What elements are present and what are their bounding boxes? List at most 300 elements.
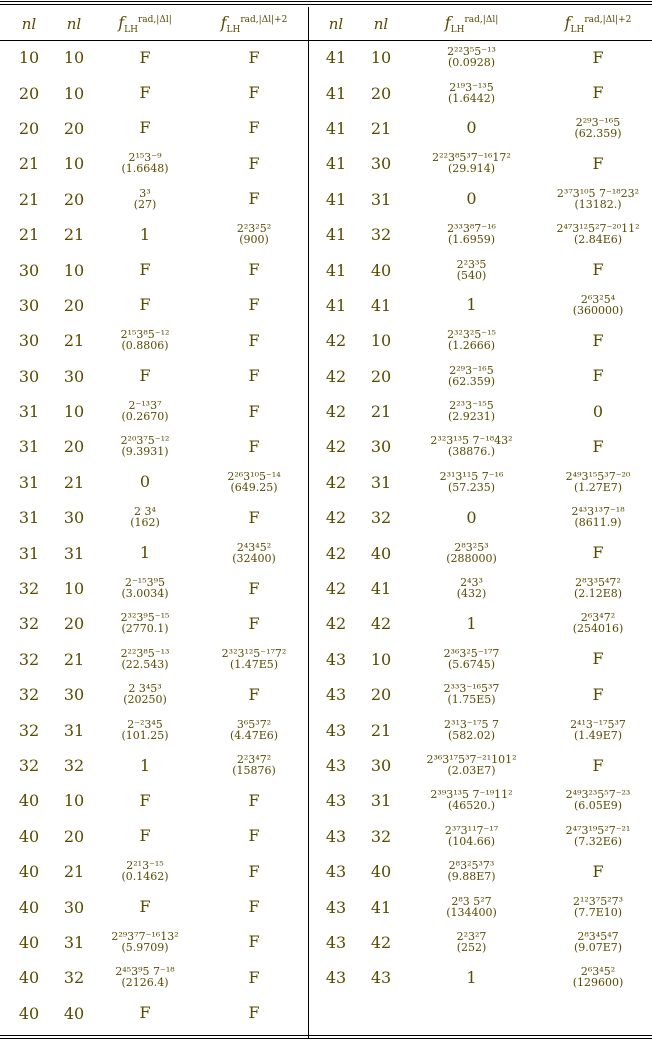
header-nl-2: nl xyxy=(373,15,389,33)
cell-nl-2: 20 xyxy=(63,614,85,634)
value-numeric: (162) xyxy=(130,516,160,530)
cell-f-rad-plus2 xyxy=(200,182,308,217)
value-text: F xyxy=(248,684,260,704)
cell-f-rad xyxy=(399,960,544,995)
cell-f-rad xyxy=(90,429,200,464)
value-text: F xyxy=(139,1003,151,1023)
value-numeric: (2770.1) xyxy=(121,622,169,636)
value-text: F xyxy=(248,1003,260,1023)
cell-nl-2: 31 xyxy=(370,189,392,209)
cell-f-rad-plus2 xyxy=(544,182,652,217)
value-numeric: (360000) xyxy=(572,303,624,317)
table-row xyxy=(309,783,652,818)
value-text: 1 xyxy=(139,755,151,775)
cell-nl-1: 42 xyxy=(325,366,347,386)
cell-nl-2: 20 xyxy=(63,295,85,315)
value-text: F xyxy=(139,83,151,103)
cell-f-rad xyxy=(90,394,200,429)
cell-nl-1: 43 xyxy=(325,826,347,846)
cell-f-rad xyxy=(399,748,544,783)
value-numeric: (2.03E7) xyxy=(447,764,496,777)
table-row xyxy=(0,465,308,500)
value-expression: 2²⁹3⁷7⁻¹⁶13² xyxy=(111,929,179,943)
table-row xyxy=(0,394,308,429)
cell-nl-2: 20 xyxy=(370,685,392,705)
cell-f-rad-plus2 xyxy=(200,889,308,924)
value-numeric: (62.359) xyxy=(574,126,622,140)
value-text: 1 xyxy=(466,613,477,633)
cell-nl-1: 32 xyxy=(18,579,40,599)
value-numeric: (1.2666) xyxy=(447,339,496,353)
value-numeric: (104.66) xyxy=(447,834,496,848)
value-text: 0 xyxy=(466,507,477,527)
value-text: F xyxy=(248,790,260,810)
table-row xyxy=(309,429,652,464)
cell-f-rad-plus2 xyxy=(200,819,308,854)
cell-nl-1: 32 xyxy=(18,649,40,669)
table-row xyxy=(0,889,308,924)
header-f-rad-plus2: $f_{LH}^{rad,|\Delta l|+2}$ xyxy=(220,13,288,35)
cell-f-rad-plus2 xyxy=(200,288,308,323)
value-text: 0 xyxy=(466,189,477,209)
table-row xyxy=(0,500,308,535)
cell-f-rad-plus2 xyxy=(544,854,652,889)
cell-f-rad-plus2 xyxy=(200,146,308,181)
value-expression: 2⁸3²5³7³ xyxy=(448,859,495,873)
value-numeric: (582.02) xyxy=(447,728,496,742)
value-expression: 2²⁹3⁻¹⁶5 xyxy=(575,115,621,129)
cell-nl-1: 40 xyxy=(18,826,40,846)
cell-f-rad xyxy=(399,146,544,181)
cell-nl-1: 43 xyxy=(325,862,347,882)
value-expression: 2³³3⁸7⁻¹⁶ xyxy=(447,222,496,236)
cell-nl-2: 10 xyxy=(63,402,85,422)
table-row xyxy=(309,889,652,924)
value-text: F xyxy=(248,47,260,67)
cell-nl-1: 31 xyxy=(18,472,40,492)
cell-f-rad-plus2 xyxy=(544,111,652,146)
value-text: F xyxy=(139,295,151,315)
value-numeric: (57.235) xyxy=(447,480,496,494)
value-numeric: (4.47E6) xyxy=(229,728,279,742)
cell-nl-1: 42 xyxy=(325,579,347,599)
cell-nl-2: 10 xyxy=(63,579,85,599)
cell-f-rad-plus2 xyxy=(200,75,308,110)
cell-f-rad-plus2 xyxy=(544,394,652,429)
value-expression: 2³⁷3¹¹7⁻¹⁷ xyxy=(444,823,499,837)
value-expression: 2²²3⁸5³7⁻¹⁶17² xyxy=(432,151,511,165)
table-row xyxy=(0,182,308,217)
value-expression: 2 3⁴5³ xyxy=(128,682,162,696)
value-text: F xyxy=(248,613,260,633)
value-text: F xyxy=(248,967,260,987)
header-nl-1: nl xyxy=(328,15,344,33)
cell-f-rad xyxy=(399,394,544,429)
value-text: F xyxy=(592,684,604,704)
cell-f-rad-plus2 xyxy=(544,642,652,677)
cell-f-rad xyxy=(399,217,544,252)
cell-nl-1: 40 xyxy=(18,932,40,952)
cell-nl-2: 32 xyxy=(370,508,392,528)
cell-f-rad xyxy=(90,146,200,181)
cell-f-rad xyxy=(90,571,200,606)
cell-nl-2: 32 xyxy=(370,826,392,846)
value-numeric: (1.75E5) xyxy=(447,693,496,707)
value-expression: 2⁶3⁴5² xyxy=(580,965,616,979)
cell-f-rad xyxy=(90,783,200,818)
cell-f-rad xyxy=(90,712,200,747)
value-expression: 2⁻²3⁴5 xyxy=(127,717,163,731)
cell-f-rad xyxy=(399,783,544,818)
value-text: F xyxy=(139,790,151,810)
value-numeric: (288000) xyxy=(446,551,497,565)
cell-nl-2: 43 xyxy=(370,968,392,988)
bottom-double-rule-1 xyxy=(0,1035,652,1036)
cell-nl-1: 42 xyxy=(325,543,347,563)
value-text: F xyxy=(248,260,260,280)
cell-f-rad xyxy=(90,960,200,995)
header-nl-1: nl xyxy=(21,15,37,33)
value-expression: 2⁶3⁴7² xyxy=(580,611,616,625)
cell-f-rad-plus2 xyxy=(544,288,652,323)
cell-f-rad-plus2 xyxy=(200,394,308,429)
value-expression: 2²²3⁵5⁻¹³ xyxy=(447,45,496,59)
cell-nl-1: 30 xyxy=(18,260,40,280)
value-expression: 2⁴3⁴5² xyxy=(236,540,272,554)
table-row xyxy=(309,854,652,889)
cell-nl-2: 31 xyxy=(63,932,85,952)
value-numeric: (9.3931) xyxy=(121,445,169,459)
cell-nl-1: 40 xyxy=(18,1003,40,1023)
value-expression: 2¹⁹3⁻¹³5 xyxy=(449,80,494,94)
value-text: F xyxy=(248,932,260,952)
value-text: 1 xyxy=(139,543,151,563)
cell-f-rad xyxy=(399,606,544,641)
cell-f-rad-plus2 xyxy=(200,571,308,606)
cell-nl-1: 43 xyxy=(325,756,347,775)
cell-f-rad xyxy=(90,677,200,712)
table-row xyxy=(0,111,308,146)
table-row xyxy=(0,571,308,606)
cell-f-rad-plus2 xyxy=(544,359,652,394)
cell-f-rad xyxy=(90,111,200,146)
value-expression: 2²3²5² xyxy=(236,222,272,236)
cell-nl-1: 42 xyxy=(325,508,347,528)
table-row xyxy=(309,677,652,712)
cell-f-rad xyxy=(399,889,544,924)
cell-f-rad-plus2 xyxy=(544,606,652,641)
cell-f-rad xyxy=(90,288,200,323)
value-numeric: (252) xyxy=(456,940,487,954)
cell-f-rad-plus2 xyxy=(200,642,308,677)
value-expression: 3³ xyxy=(139,186,151,200)
value-numeric: (38876.) xyxy=(447,445,496,459)
value-expression: 2³²3¹³5 7⁻¹⁸43² xyxy=(430,434,513,448)
table-row xyxy=(0,75,308,110)
cell-nl-1: 42 xyxy=(325,437,347,457)
value-numeric: (1.6442) xyxy=(447,91,496,105)
bottom-double-rule-2 xyxy=(0,1038,652,1039)
cell-nl-2: 10 xyxy=(63,791,85,811)
value-numeric: (1.6959) xyxy=(447,233,496,247)
cell-nl-2: 21 xyxy=(370,118,392,138)
value-numeric: (129600) xyxy=(572,976,624,990)
cell-f-rad xyxy=(90,819,200,854)
cell-nl-1: 32 xyxy=(18,756,40,775)
cell-f-rad xyxy=(399,571,544,606)
value-expression: 2²⁰3⁷5⁻¹² xyxy=(120,434,170,448)
cell-nl-1: 40 xyxy=(18,897,40,917)
value-numeric: (0.0928) xyxy=(447,56,496,70)
cell-nl-2: 10 xyxy=(63,48,85,68)
value-text: F xyxy=(592,47,604,67)
cell-nl-1: 21 xyxy=(18,154,40,174)
value-numeric: (9.88E7) xyxy=(447,870,496,884)
cell-f-rad xyxy=(399,288,544,323)
cell-f-rad-plus2 xyxy=(200,748,308,783)
cell-f-rad xyxy=(399,712,544,747)
cell-f-rad xyxy=(90,323,200,358)
value-expression: 2⁴3³ xyxy=(460,576,483,590)
table-row xyxy=(309,75,652,110)
table-row xyxy=(309,748,652,783)
cell-nl-1: 41 xyxy=(325,48,347,68)
cell-f-rad-plus2 xyxy=(544,925,652,960)
cell-f-rad-plus2 xyxy=(200,854,308,889)
table-row xyxy=(309,40,652,75)
cell-f-rad xyxy=(90,854,200,889)
table-row xyxy=(0,606,308,641)
cell-f-rad-plus2 xyxy=(200,359,308,394)
value-expression: 2³²3⁹5⁻¹⁵ xyxy=(120,611,170,625)
table-row xyxy=(309,465,652,500)
cell-f-rad xyxy=(90,996,200,1031)
cell-f-rad xyxy=(399,854,544,889)
cell-nl-1: 41 xyxy=(325,295,347,315)
value-numeric: (0.1462) xyxy=(121,870,169,884)
value-expression: 2²⁹3⁻¹⁶5 xyxy=(449,363,494,377)
table-row xyxy=(309,571,652,606)
value-numeric: (29.914) xyxy=(447,162,496,176)
cell-nl-2: 42 xyxy=(370,932,392,952)
value-text: F xyxy=(248,118,260,138)
value-numeric: (7.32E6) xyxy=(573,834,623,848)
cell-nl-1: 41 xyxy=(325,118,347,138)
value-expression: 2³¹3¹¹5 7⁻¹⁶ xyxy=(439,469,504,483)
cell-f-rad-plus2 xyxy=(544,960,652,995)
table-row xyxy=(309,146,652,181)
cell-nl-1: 43 xyxy=(325,897,347,917)
cell-f-rad-plus2 xyxy=(544,677,652,712)
cell-f-rad-plus2 xyxy=(200,429,308,464)
cell-f-rad xyxy=(399,75,544,110)
cell-f-rad-plus2 xyxy=(544,500,652,535)
table-row xyxy=(0,323,308,358)
value-numeric: (20250) xyxy=(123,693,167,707)
cell-nl-1: 10 xyxy=(18,48,40,68)
cell-f-rad-plus2 xyxy=(200,465,308,500)
cell-f-rad xyxy=(399,111,544,146)
cell-f-rad xyxy=(399,500,544,535)
header-f-rad: $f_{LH}^{rad,|\Delta l|}$ xyxy=(444,13,499,35)
cell-nl-1: 42 xyxy=(325,402,347,422)
cell-nl-2: 40 xyxy=(63,1003,85,1023)
table-row xyxy=(309,535,652,570)
value-text: F xyxy=(248,578,260,598)
table-row xyxy=(0,960,308,995)
table-row xyxy=(309,252,652,287)
cell-nl-2: 41 xyxy=(370,579,392,599)
cell-nl-2: 21 xyxy=(370,720,392,740)
cell-f-rad xyxy=(90,40,200,75)
cell-nl-2: 30 xyxy=(63,897,85,917)
value-expression: 2¹⁵3⁻⁹ xyxy=(128,151,162,165)
value-numeric: (2.9231) xyxy=(447,410,496,424)
cell-nl-1: 43 xyxy=(325,720,347,740)
cell-f-rad xyxy=(399,252,544,287)
value-text: F xyxy=(139,366,151,386)
value-text: 0 xyxy=(139,472,151,492)
value-text: F xyxy=(592,436,604,456)
cell-f-rad-plus2 xyxy=(544,252,652,287)
cell-nl-2: 32 xyxy=(370,225,392,245)
value-expression: 2 3⁴ xyxy=(134,505,156,519)
cell-nl-2: 10 xyxy=(63,154,85,174)
cell-f-rad xyxy=(90,889,200,924)
table-row xyxy=(0,252,308,287)
cell-f-rad-plus2 xyxy=(544,146,652,181)
value-text: F xyxy=(248,189,260,209)
cell-f-rad xyxy=(90,217,200,252)
cell-f-rad xyxy=(399,642,544,677)
value-text: F xyxy=(139,118,151,138)
cell-nl-2: 20 xyxy=(63,437,85,457)
cell-nl-2: 20 xyxy=(370,83,392,103)
cell-nl-1: 31 xyxy=(18,543,40,563)
value-numeric: (62.359) xyxy=(447,374,496,388)
value-expression: 2⁸3³5⁴7² xyxy=(575,576,621,590)
cell-nl-2: 30 xyxy=(370,756,392,775)
value-numeric: (1.49E7) xyxy=(573,728,623,742)
cell-f-rad-plus2 xyxy=(544,783,652,818)
value-text: 0 xyxy=(466,118,477,138)
cell-f-rad xyxy=(399,465,544,500)
cell-nl-2: 30 xyxy=(370,437,392,457)
cell-f-rad xyxy=(399,182,544,217)
value-numeric: (13182.) xyxy=(574,197,622,211)
cell-nl-1: 40 xyxy=(18,791,40,811)
cell-nl-2: 21 xyxy=(63,331,85,351)
cell-f-rad xyxy=(90,465,200,500)
table-row xyxy=(0,996,308,1031)
table-row xyxy=(0,854,308,889)
cell-f-rad-plus2 xyxy=(544,748,652,783)
cell-nl-1: 42 xyxy=(325,614,347,634)
cell-f-rad xyxy=(399,677,544,712)
value-expression: 2²¹3⁻¹⁵ xyxy=(126,859,164,873)
table-row xyxy=(309,111,652,146)
value-expression: 2³⁶3²5⁻¹⁷7 xyxy=(443,646,500,660)
cell-nl-2: 31 xyxy=(370,791,392,811)
value-expression: 2⁴⁵3⁹5 7⁻¹⁸ xyxy=(115,965,175,979)
cell-nl-1: 43 xyxy=(325,649,347,669)
cell-nl-2: 42 xyxy=(370,614,392,634)
value-text: 1 xyxy=(466,295,477,315)
cell-f-rad-plus2 xyxy=(544,889,652,924)
value-text: F xyxy=(592,366,604,386)
value-expression: 2³²3²5⁻¹⁵ xyxy=(447,328,496,342)
value-text: 1 xyxy=(466,967,477,987)
value-numeric: (101.25) xyxy=(121,728,169,742)
value-expression: 2²3²7 xyxy=(456,929,487,943)
value-numeric: (3.0034) xyxy=(121,587,169,601)
value-numeric: (5.9709) xyxy=(121,940,169,954)
value-numeric: (8611.9) xyxy=(574,516,622,530)
table-row xyxy=(0,359,308,394)
cell-nl-2: 40 xyxy=(370,260,392,280)
cell-nl-1: 21 xyxy=(18,189,40,209)
cell-f-rad-plus2 xyxy=(200,677,308,712)
value-text: F xyxy=(248,295,260,315)
top-double-rule-1 xyxy=(0,1,652,2)
value-numeric: (27) xyxy=(133,197,157,211)
cell-f-rad-plus2 xyxy=(200,217,308,252)
cell-f-rad xyxy=(399,323,544,358)
cell-nl-1: 20 xyxy=(18,83,40,103)
value-expression: 2⁸3²5³ xyxy=(454,540,489,554)
header-row xyxy=(0,8,308,40)
table-row xyxy=(309,394,652,429)
cell-nl-2: 32 xyxy=(63,756,85,775)
value-numeric: (900) xyxy=(239,233,269,247)
cell-nl-1: 31 xyxy=(18,402,40,422)
value-numeric: (5.6745) xyxy=(447,657,496,671)
cell-f-rad xyxy=(90,182,200,217)
cell-nl-1: 40 xyxy=(18,862,40,882)
cell-f-rad xyxy=(399,429,544,464)
value-text: F xyxy=(139,47,151,67)
cell-nl-1: 32 xyxy=(18,685,40,705)
cell-nl-1: 43 xyxy=(325,968,347,988)
cell-f-rad xyxy=(90,359,200,394)
cell-nl-1: 30 xyxy=(18,331,40,351)
value-numeric: (9.07E7) xyxy=(573,940,623,954)
cell-nl-2: 41 xyxy=(370,295,392,315)
value-expression: 2⁶3²5⁴ xyxy=(580,292,616,306)
cell-nl-2: 40 xyxy=(370,862,392,882)
cell-f-rad xyxy=(90,925,200,960)
value-expression: 2³¹3⁻¹⁷5 7 xyxy=(444,717,499,731)
value-text: F xyxy=(248,401,260,421)
value-numeric: (1.6648) xyxy=(121,162,169,176)
cell-nl-1: 43 xyxy=(325,791,347,811)
cell-f-rad-plus2 xyxy=(544,75,652,110)
value-numeric: (432) xyxy=(456,587,487,601)
value-numeric: (1.27E7) xyxy=(573,480,623,494)
value-text: F xyxy=(248,83,260,103)
value-text: F xyxy=(248,366,260,386)
cell-nl-2: 10 xyxy=(370,331,392,351)
cell-nl-2: 30 xyxy=(370,154,392,174)
table-row xyxy=(309,712,652,747)
cell-f-rad-plus2 xyxy=(544,712,652,747)
cell-nl-1: 43 xyxy=(325,685,347,705)
value-numeric: (46520.) xyxy=(447,799,496,813)
value-expression: 2⁻¹³3⁷ xyxy=(128,399,162,413)
table-row xyxy=(0,642,308,677)
value-numeric: (2.12E8) xyxy=(573,587,623,601)
header-nl-2: nl xyxy=(66,15,82,33)
